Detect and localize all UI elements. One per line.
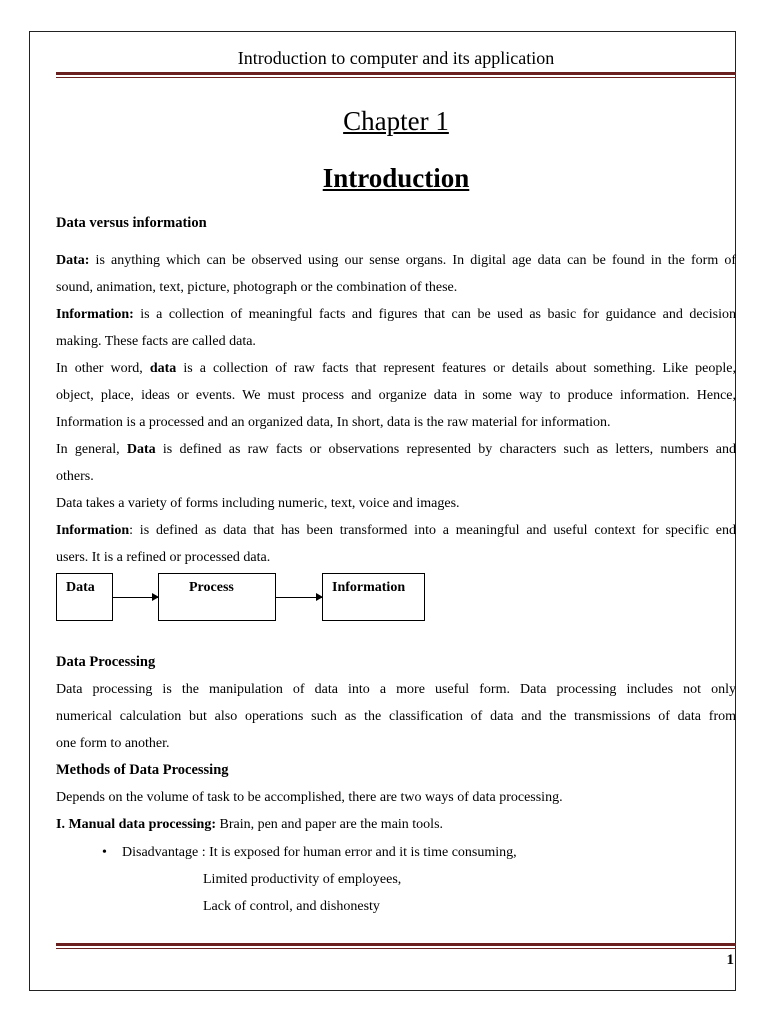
paragraph-general-line1 [56,436,736,463]
data-processing-line1: Data processing is the manipulation of data into a more useful form. Data processing includes not only [56,682,736,697]
text-span: In other word, [56,361,150,376]
term-information: Information: [56,307,134,322]
page-number: 1 [726,952,734,968]
section-heading-data-vs-information: Data versus information [56,215,207,231]
term-data-bold: data [149,361,177,376]
paragraph-information-line2: making. These facts are called data. [56,334,256,349]
paragraph-information-def-line1 [56,517,736,544]
methods-text: Depends on the volume of task to be accomplished, there are two ways of data processing. [56,790,563,805]
term-data-bold: Data [126,442,156,457]
diagram-label: Information [332,580,406,595]
paragraph-data-line2: sound, animation, text, picture, photograph or the combination of these. [56,280,458,295]
text-span: : is defined as data that has been transformed into a meaningful and useful context for specific end [129,523,736,538]
running-header: Introduction to computer and its application [237,48,555,68]
methods-heading: Methods of Data Processing [56,762,229,778]
term-manual: I. Manual data processing: [56,817,216,832]
disadvantage-line1: Disadvantage : It is exposed for human error and it is time consuming, [122,845,517,860]
bullet-icon: • [102,845,107,860]
term-data: Data: [56,253,90,268]
diagram-arrow-2 [276,597,322,598]
text-span: Brain, pen and paper are the main tools. [215,817,444,832]
chapter-label: Chapter 1 [343,106,449,136]
diagram-box-data [56,573,113,621]
paragraph-other-word-line2: object, place, ideas or events. We must process and organize data in some way to produce information. Hence, [56,388,736,403]
paragraph-information-def-line2: users. It is a refined or processed data. [56,550,271,565]
section2-body [56,649,736,838]
diagram-box-process [158,573,276,621]
paragraph-general-line2: others. [56,469,94,484]
paragraph-information-line1 [56,301,736,328]
term-information-bold: Information [56,523,130,538]
paragraph-other-word-line1 [56,355,736,382]
chapter-title: Introduction [322,163,470,193]
diagram-box-information [322,573,425,621]
diagram-label: Process [189,580,234,595]
text-span: is defined as raw facts or observations represented by characters such as letters, numbers and [155,442,737,457]
data-processing-line3: one form to another. [56,736,170,751]
diagram-label: Data [66,580,95,595]
disadvantage-line2: Limited productivity of employees, [203,872,402,887]
header-rule [56,72,736,78]
paragraph-forms: Data takes a variety of forms including numeric, text, voice and images. [56,496,460,511]
manual-processing-line [56,811,736,838]
diagram-arrow-1 [113,597,158,598]
text-span: is anything which can be observed using our sense organs. In digital age data can be found in the form of [89,253,736,268]
disadvantage-line3: Lack of control, and dishonesty [203,899,380,914]
paragraph-data-line1 [56,247,736,274]
text-span: is a collection of raw facts that represent features or details about something. Like people, [176,361,737,376]
footer-rule [56,943,736,949]
paragraph-other-word-line3: Information is a processed and an organized data, In short, data is the raw material for information. [56,415,611,430]
text-span: is a collection of meaningful facts and figures that can be used as basic for guidance and decision [133,307,736,322]
section1-body [56,210,736,571]
data-processing-line2: numerical calculation but also operations such as the classification of data and the transmissions of data from [56,709,736,724]
section-heading-data-processing: Data Processing [56,654,156,670]
text-span: In general, [56,442,127,457]
